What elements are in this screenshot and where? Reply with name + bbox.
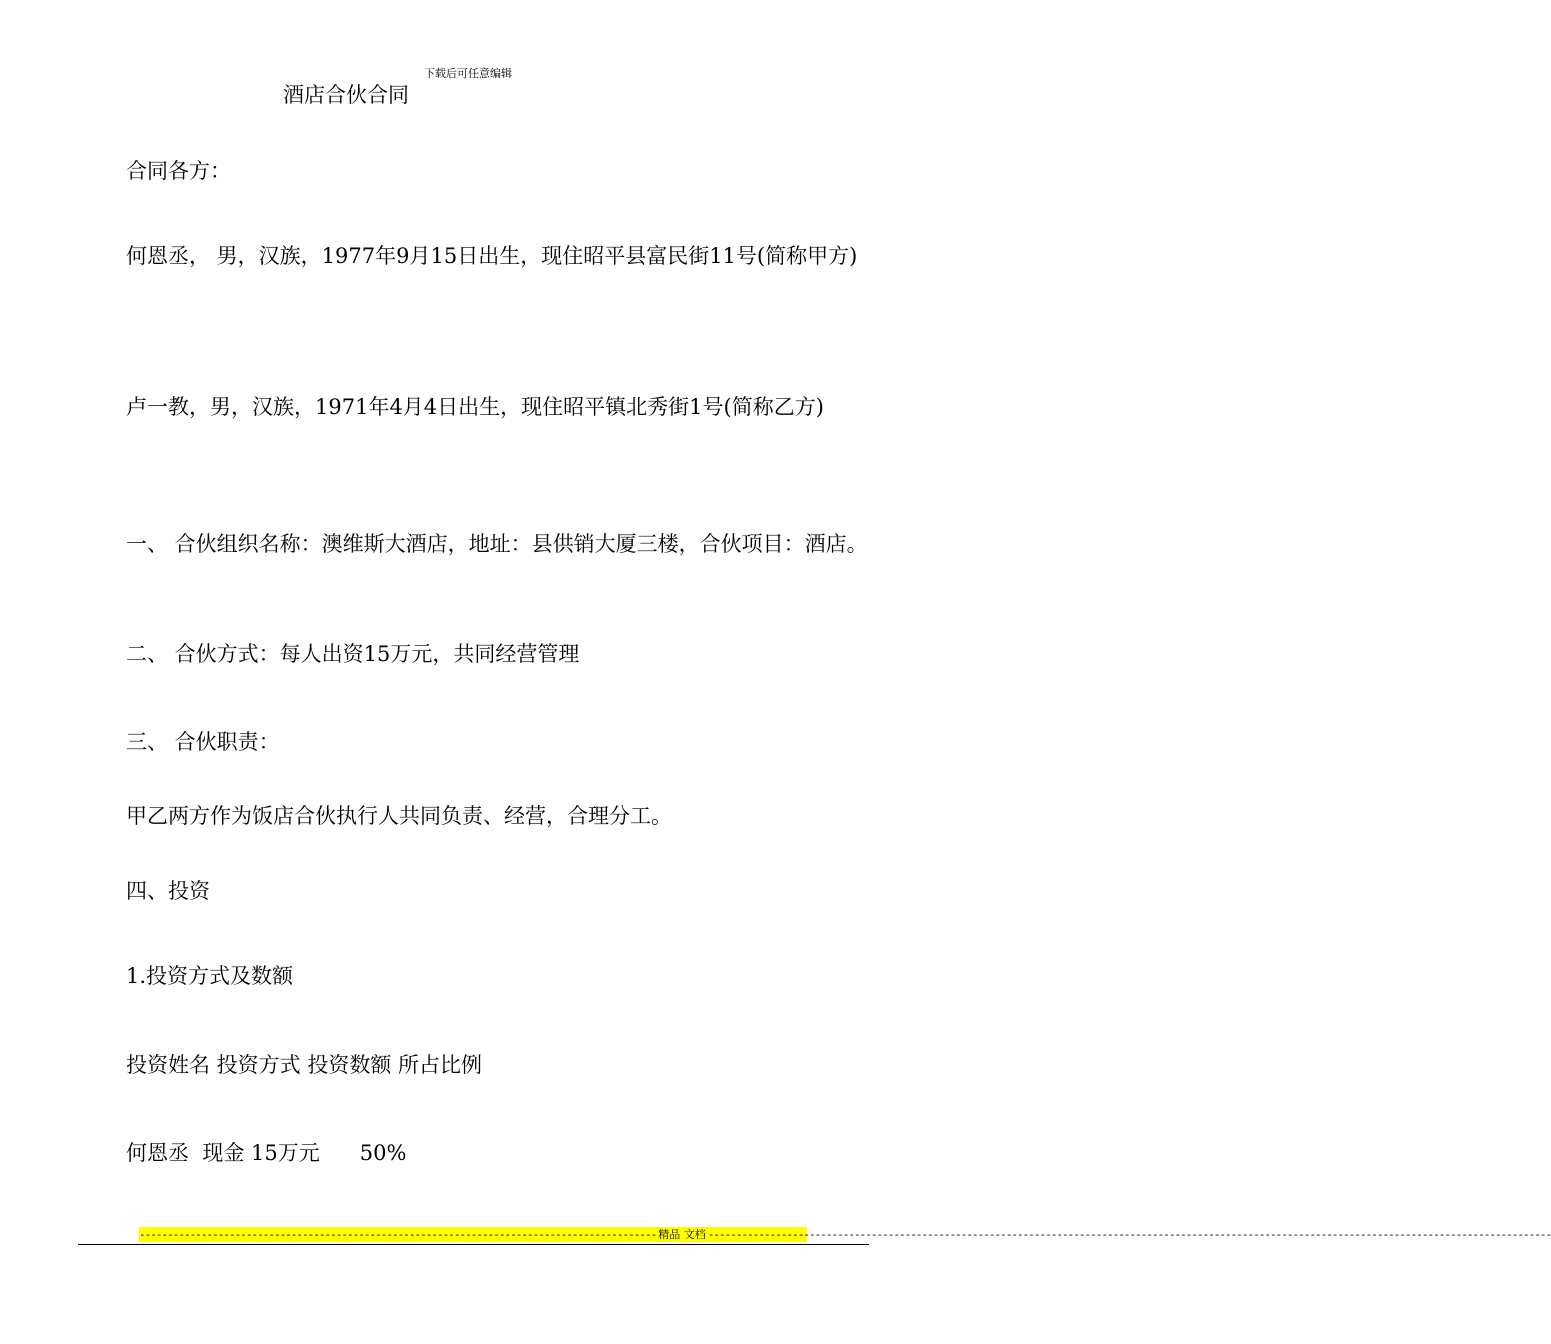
investment-table-row: 何恩丞 现金 15万元 50% [126, 1141, 407, 1165]
clause-3-heading: 三、 合伙职责： [126, 730, 280, 754]
clause-2-paragraph: 二、 合伙方式：每人出资15万元，共同经营管理 [126, 642, 580, 666]
footer-rule [78, 1244, 869, 1245]
party-a-paragraph: 何恩丞， 男，汉族，1977年9月15日出生，现住昭平县富民街11号(简称甲方) [126, 244, 858, 268]
footer-highlight-band [139, 1227, 1551, 1242]
clause-1-paragraph: 一、 合伙组织名称：澳维斯大酒店，地址：县供销大厦三楼，合伙项目：酒店。 [126, 532, 868, 556]
party-b-paragraph: 卢一教，男，汉族，1971年4月4日出生，现住昭平镇北秀街1号(简称乙方) [126, 395, 824, 419]
investment-table-header: 投资姓名 投资方式 投资数额 所占比例 [126, 1053, 483, 1077]
clause-3-text: 甲乙两方作为饭店合伙执行人共同负责、经营，合理分工。 [126, 804, 672, 828]
footer-label: 精品 文档 [658, 1228, 706, 1241]
clause-4-1-heading: 1.投资方式及数额 [126, 964, 294, 988]
clause-4-heading: 四、投资 [126, 879, 210, 903]
footer-dashes-left: -------------------------------------------------------------------------------------------- [139, 1228, 657, 1241]
footer-dashes-right: ------------------------------------------------------------------------------------------------------------------------------------------------------ [707, 1228, 1551, 1241]
header-note: 下载后可任意编辑 [424, 67, 512, 80]
document-title: 酒店合伙合同 [283, 83, 409, 107]
parties-heading: 合同各方： [126, 159, 231, 183]
